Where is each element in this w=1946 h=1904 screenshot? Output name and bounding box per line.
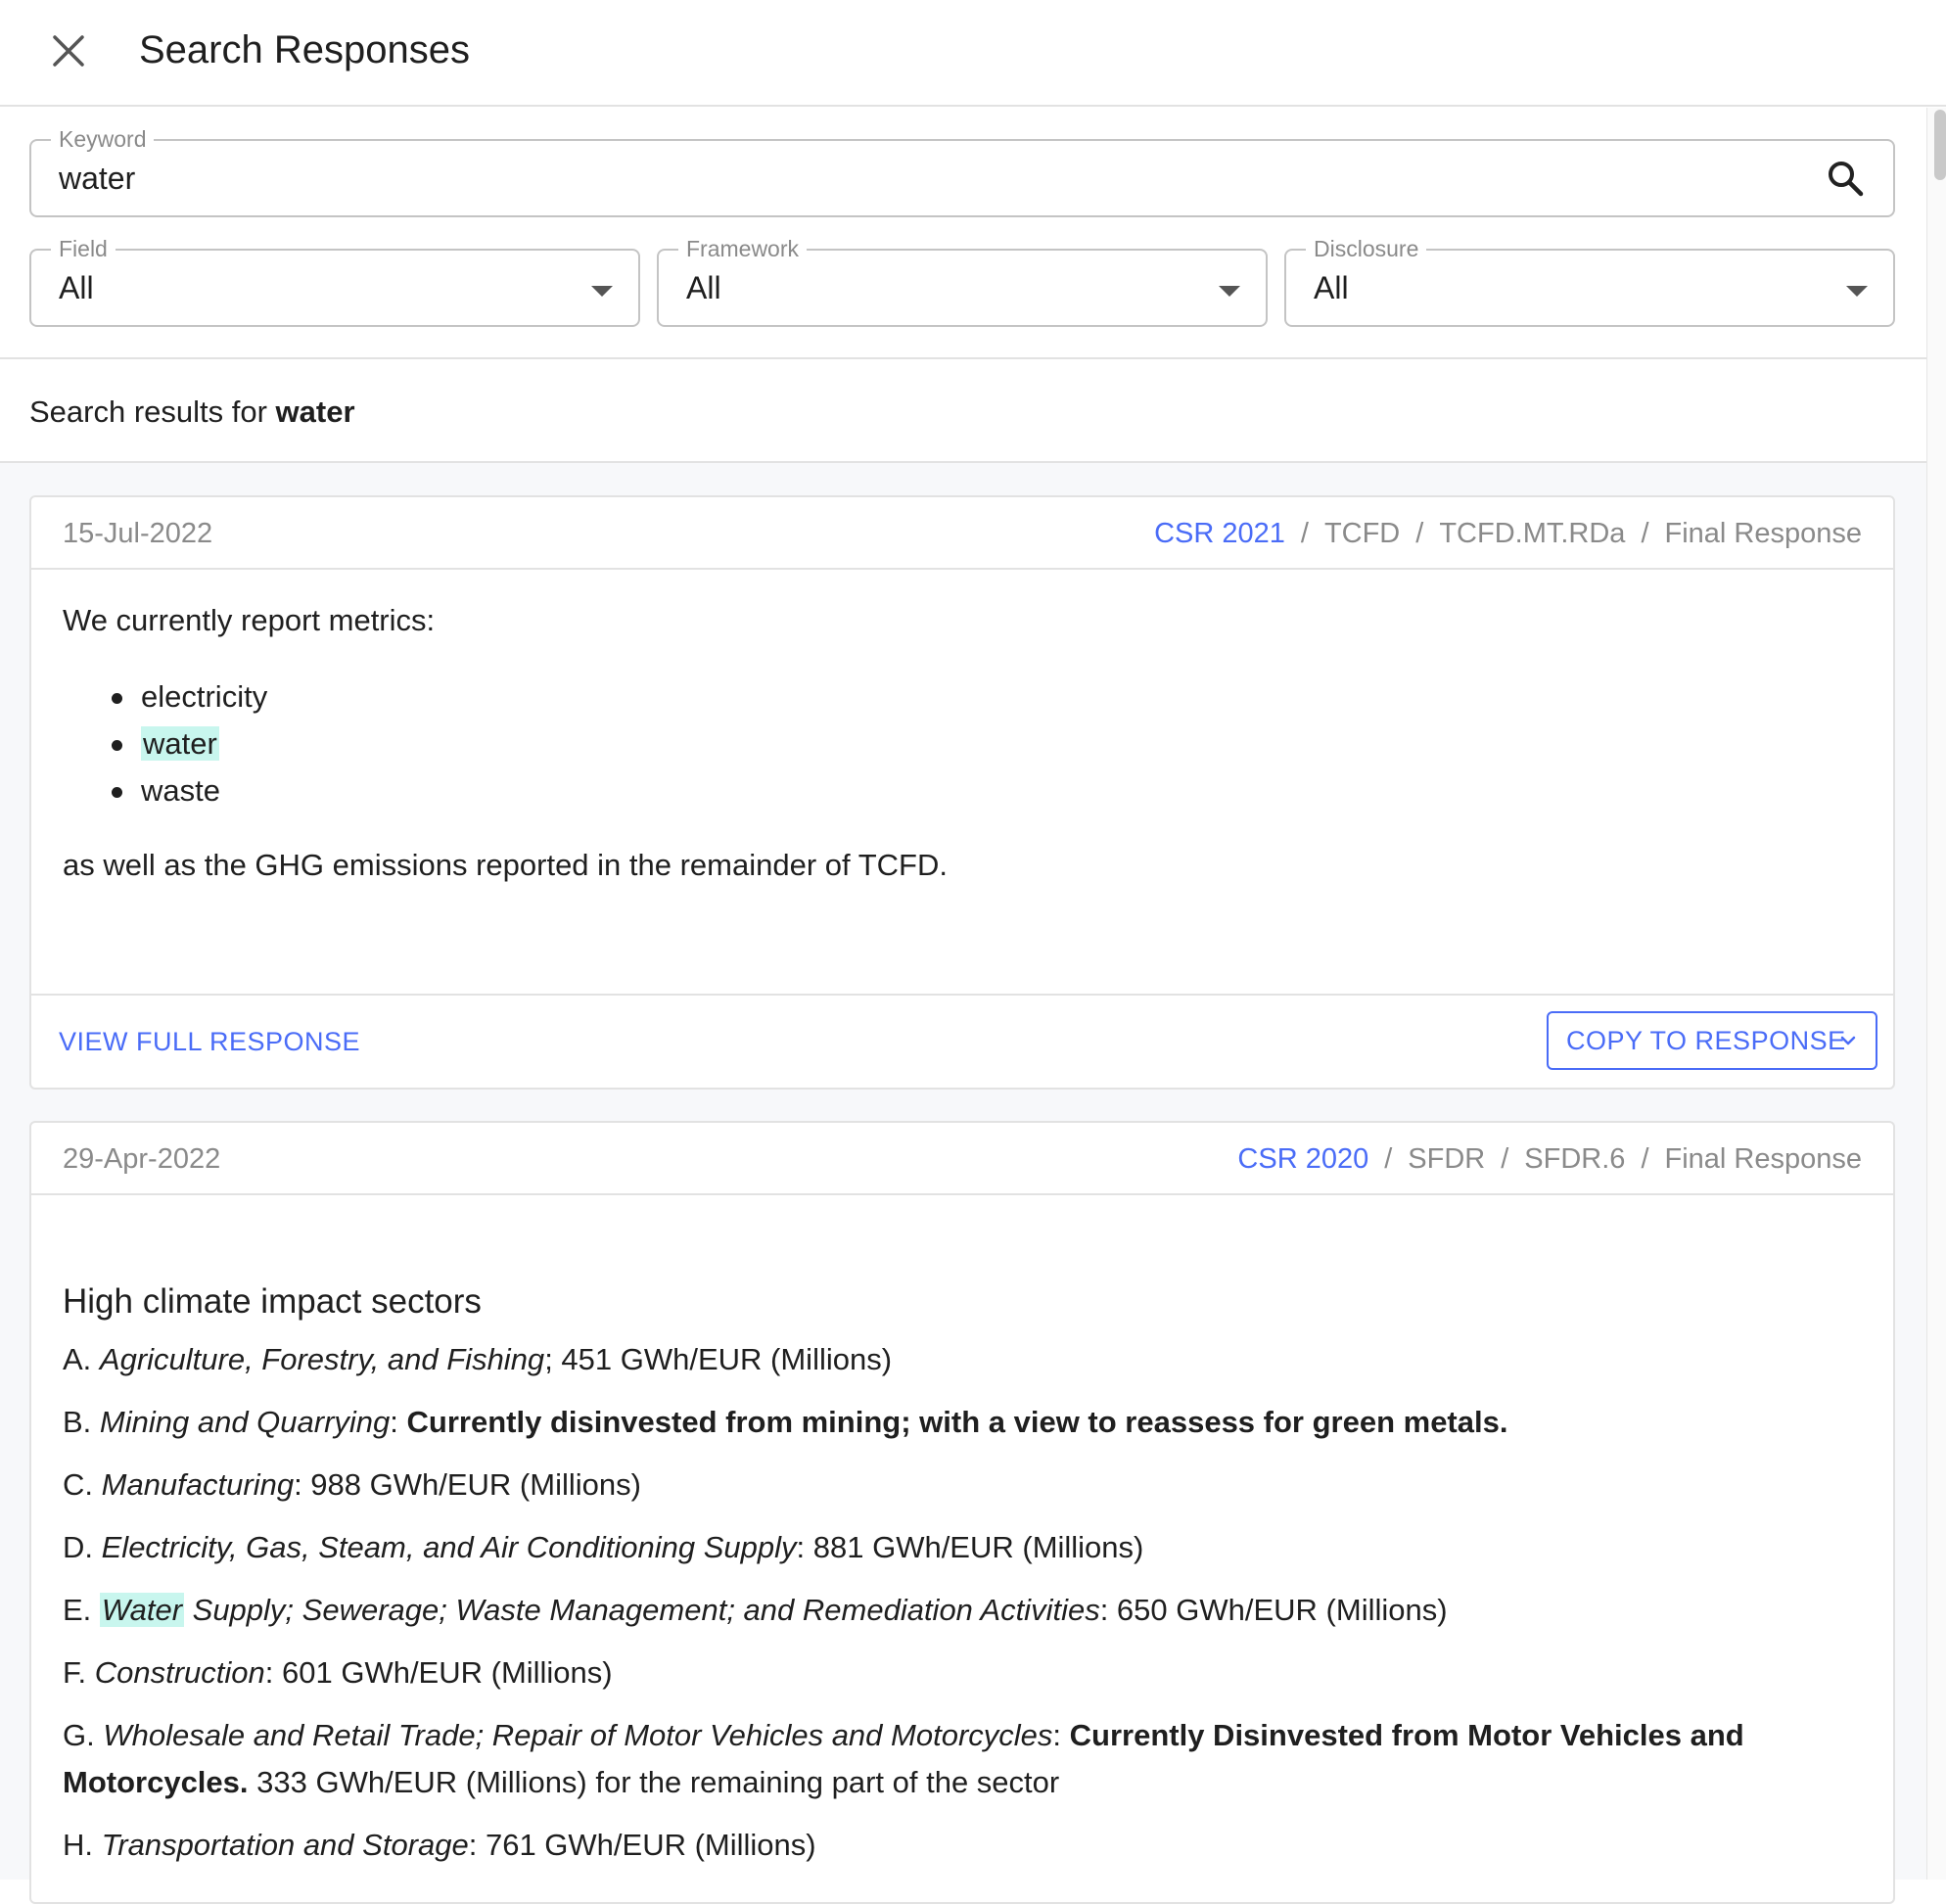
- view-full-response-button[interactable]: VIEW FULL RESPONSE: [59, 1027, 361, 1056]
- breadcrumb-separator: /: [1384, 1143, 1393, 1175]
- sector-name: Manufacturing: [101, 1467, 295, 1502]
- breadcrumb-separator: /: [1641, 518, 1649, 549]
- sector-line-f: [63, 1649, 1862, 1696]
- sector-name: Wholesale and Retail Trade; Repair of Motor Vehicles and Motorcycles: [103, 1718, 1053, 1752]
- sector-value: : 988 GWh/EUR (Millions): [294, 1467, 641, 1502]
- keyword-highlight: Water: [101, 1593, 183, 1627]
- breadcrumb-disclosure: TCFD.MT.RDa: [1439, 518, 1626, 549]
- sector-line-d: [63, 1524, 1862, 1571]
- sector-note: Currently disinvested from mining; with a view to reassess for green metals.: [406, 1405, 1508, 1439]
- breadcrumb-framework: TCFD: [1323, 518, 1401, 549]
- disclosure-select-value: All: [1314, 270, 1349, 305]
- results-summary: [29, 393, 355, 432]
- card-content: [63, 601, 1862, 885]
- framework-select-value: All: [686, 270, 721, 305]
- chevron-down-icon[interactable]: [1219, 286, 1240, 297]
- scrollbar-track[interactable]: [1926, 108, 1946, 1880]
- close-button[interactable]: [37, 24, 100, 77]
- framework-select[interactable]: [657, 236, 1268, 327]
- breadcrumb-disclosure: SFDR.6: [1524, 1143, 1626, 1175]
- sector-value: ; 451 GWh/EUR (Millions): [544, 1342, 893, 1376]
- sector-letter: F.: [63, 1655, 95, 1690]
- sector-name: Agriculture, Forestry, and Fishing: [99, 1342, 545, 1376]
- sector-letter: D.: [63, 1530, 102, 1564]
- disclosure-select-label: Disclosure: [1306, 235, 1426, 262]
- breadcrumb: [1154, 515, 1862, 552]
- breadcrumb-report-link[interactable]: CSR 2021: [1154, 518, 1285, 549]
- results-list: [0, 463, 1926, 1880]
- sector-value: : 601 GWh/EUR (Millions): [264, 1655, 613, 1690]
- sector-value: : 761 GWh/EUR (Millions): [468, 1828, 816, 1862]
- search-icon[interactable]: [1825, 158, 1866, 199]
- results-prefix: Search results for: [29, 395, 276, 429]
- breadcrumb-report-link[interactable]: CSR 2020: [1237, 1143, 1369, 1175]
- response-outro: as well as the GHG emissions reported in the remainder of TCFD.: [63, 848, 948, 882]
- framework-select-label: Framework: [678, 235, 807, 262]
- sector-heading: High climate impact sectors: [63, 1282, 482, 1321]
- list-item: waste: [63, 767, 1862, 814]
- card-header: [31, 1123, 1893, 1195]
- breadcrumb-separator: /: [1641, 1143, 1649, 1175]
- sector-letter: H.: [63, 1828, 102, 1862]
- sector-colon: :: [1052, 1718, 1070, 1752]
- close-icon: [52, 34, 85, 68]
- breadcrumb-separator: /: [1415, 518, 1424, 549]
- keyword-field[interactable]: [29, 126, 1895, 217]
- field-select-label: Field: [51, 235, 116, 262]
- result-card: [29, 1121, 1895, 1904]
- breadcrumb-separator: /: [1300, 518, 1309, 549]
- sector-line-e: [63, 1587, 1862, 1634]
- metrics-list: [63, 673, 1862, 814]
- sector-letter: G.: [63, 1718, 104, 1752]
- chevron-down-icon[interactable]: [1846, 286, 1868, 297]
- chevron-down-icon: [1840, 1033, 1856, 1048]
- field-select-value: All: [59, 270, 94, 305]
- card-date: 29-Apr-2022: [63, 1143, 221, 1175]
- dialog-header: [0, 0, 1946, 107]
- sector-letter: C.: [63, 1467, 102, 1502]
- chevron-down-icon[interactable]: [591, 286, 613, 297]
- list-item: [63, 720, 1862, 767]
- field-select[interactable]: [29, 236, 640, 327]
- card-date: 15-Jul-2022: [63, 518, 213, 549]
- list-item: electricity: [63, 673, 1862, 720]
- card-content: [63, 1279, 1862, 1869]
- scrollbar-thumb[interactable]: [1934, 110, 1946, 180]
- sector-value: : 650 GWh/EUR (Millions): [1099, 1593, 1448, 1627]
- copy-to-response-button[interactable]: [1547, 1011, 1877, 1070]
- sector-line-g: [63, 1712, 1862, 1806]
- sector-note: Currently Disinvested from Motor Vehicles and Motorcycles.: [63, 1718, 1744, 1799]
- sector-name: Electricity, Gas, Steam, and Air Conditioning Supply: [101, 1530, 797, 1564]
- breadcrumb-status: Final Response: [1664, 1143, 1862, 1175]
- sector-letter: B.: [63, 1405, 100, 1439]
- sector-name: Transportation and Storage: [101, 1828, 469, 1862]
- sector-colon: :: [390, 1405, 407, 1439]
- page-title: Search Responses: [139, 28, 470, 71]
- card-header: [31, 497, 1893, 570]
- disclosure-select[interactable]: [1284, 236, 1895, 327]
- sector-line-h: [63, 1822, 1862, 1869]
- sector-name: Supply; Sewerage; Waste Management; and Remediation Activities: [184, 1593, 1100, 1627]
- sector-line-c: [63, 1462, 1862, 1509]
- response-intro: We currently report metrics:: [63, 603, 436, 637]
- sector-value: 333 GWh/EUR (Millions) for the remaining part of the sector: [248, 1765, 1060, 1799]
- sector-line-b: [63, 1399, 1862, 1446]
- keyword-label: Keyword: [51, 125, 154, 153]
- sector-letter: E.: [63, 1593, 100, 1627]
- sector-value: : 881 GWh/EUR (Millions): [796, 1530, 1144, 1564]
- sector-name: Construction: [94, 1655, 265, 1690]
- card-footer: [31, 994, 1893, 1088]
- breadcrumb: [1237, 1140, 1862, 1178]
- result-card: [29, 495, 1895, 1090]
- results-keyword: water: [275, 395, 355, 429]
- breadcrumb-status: Final Response: [1664, 518, 1862, 549]
- keyword-highlight: water: [143, 726, 217, 761]
- keyword-input[interactable]: water: [59, 161, 136, 196]
- breadcrumb-framework: SFDR: [1408, 1143, 1486, 1175]
- results-header: [0, 357, 1926, 463]
- sector-line-a: [63, 1336, 1862, 1383]
- sector-name: Mining and Quarrying: [99, 1405, 391, 1439]
- copy-to-response-label: COPY TO RESPONSE: [1566, 1026, 1846, 1055]
- breadcrumb-separator: /: [1501, 1143, 1509, 1175]
- sector-letter: A.: [63, 1342, 100, 1376]
